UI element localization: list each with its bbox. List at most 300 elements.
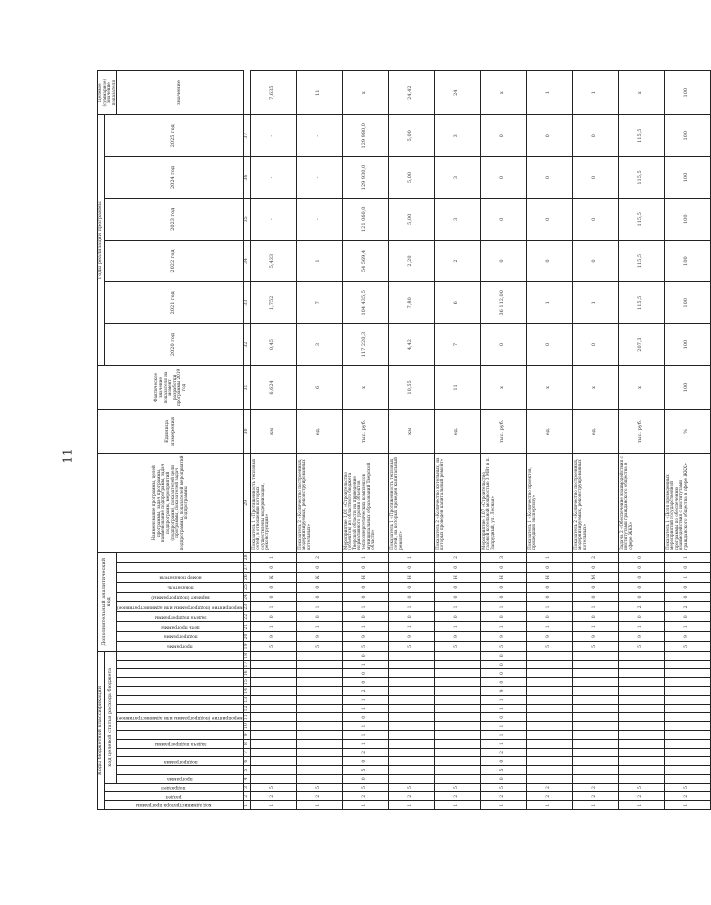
- code-digit: 1: [342, 704, 388, 713]
- header-vertical: задача подпрограммы: [117, 739, 244, 748]
- row-unit: ед.: [526, 409, 572, 453]
- code-digit: [388, 660, 434, 669]
- table-row: [618, 71, 664, 810]
- code-digit: [664, 774, 710, 783]
- row-year-value: 115,5: [618, 157, 664, 199]
- code-digit: 0: [618, 552, 664, 562]
- header-year: 2023 год: [104, 198, 243, 240]
- row-year-value: 0: [572, 157, 618, 199]
- column-index: 20: [244, 632, 251, 642]
- code-digit: [250, 687, 296, 696]
- row-year-value: 0: [572, 324, 618, 366]
- code-digit: 5: [296, 783, 342, 792]
- code-digit: [572, 748, 618, 757]
- column-index: 31: [244, 365, 251, 409]
- column-index: 19: [244, 641, 251, 651]
- code-digit: [572, 722, 618, 731]
- header-vertical: раздел: [104, 792, 243, 801]
- code-digit: 0: [618, 582, 664, 592]
- code-digit: 0: [572, 562, 618, 572]
- row-year-value: 0: [480, 198, 526, 240]
- row-target: 1: [572, 71, 618, 115]
- code-digit: 3: [480, 552, 526, 562]
- code-digit: 0: [342, 774, 388, 783]
- code-digit: [296, 669, 342, 678]
- row-year-value: -: [250, 115, 296, 157]
- code-digit: 0: [342, 713, 388, 722]
- code-digit: 1: [250, 801, 296, 810]
- code-digit: 0: [388, 582, 434, 592]
- code-digit: 0: [434, 592, 480, 602]
- code-digit: 0: [618, 562, 664, 572]
- code-digit: [618, 687, 664, 696]
- column-index: 22: [244, 612, 251, 622]
- code-digit: [434, 766, 480, 775]
- code-digit: [526, 739, 572, 748]
- code-digit: [526, 687, 572, 696]
- code-digit: 0: [480, 660, 526, 669]
- table-row: [526, 71, 572, 810]
- code-digit: 2: [342, 687, 388, 696]
- code-digit: 1: [342, 739, 388, 748]
- row-year-value: 6: [434, 282, 480, 324]
- header-vertical: [117, 704, 244, 713]
- code-digit: [572, 695, 618, 704]
- code-digit: [434, 678, 480, 687]
- code-digit: 2: [296, 792, 342, 801]
- code-digit: 5: [388, 783, 434, 792]
- row-fact: 10,55: [388, 365, 434, 409]
- header-vertical: задача подпрограммы: [117, 612, 244, 622]
- table-row: [434, 71, 480, 810]
- row-unit: ед.: [434, 409, 480, 453]
- code-digit: 1: [296, 622, 342, 632]
- code-digit: 1: [388, 801, 434, 810]
- code-digit: 1: [388, 622, 434, 632]
- code-digit: [388, 687, 434, 696]
- header-vertical: программа: [117, 774, 244, 783]
- code-digit: 9: [250, 632, 296, 642]
- code-digit: [250, 766, 296, 775]
- code-digit: [618, 713, 664, 722]
- code-digit: 5: [572, 641, 618, 651]
- header-vertical: [117, 748, 244, 757]
- code-digit: [434, 651, 480, 660]
- code-digit: [664, 660, 710, 669]
- row-year-value: 100: [664, 240, 710, 282]
- code-digit: [250, 722, 296, 731]
- row-unit: %: [664, 409, 710, 453]
- code-digit: 0: [526, 612, 572, 622]
- code-digit: 1: [434, 622, 480, 632]
- code-digit: 9: [296, 632, 342, 642]
- code-digit: 5: [480, 641, 526, 651]
- code-digit: [388, 651, 434, 660]
- code-digit: [664, 678, 710, 687]
- header-vertical: [117, 766, 244, 775]
- code-digit: [618, 651, 664, 660]
- code-digit: 2: [526, 792, 572, 801]
- code-digit: [664, 669, 710, 678]
- table-row: [342, 71, 388, 810]
- code-digit: 1: [434, 602, 480, 612]
- code-digit: [434, 704, 480, 713]
- header-vertical: [117, 730, 244, 739]
- row-fact: х: [572, 365, 618, 409]
- code-digit: [618, 722, 664, 731]
- code-digit: 5: [480, 766, 526, 775]
- column-index: 28: [244, 552, 251, 562]
- column-index: 12: [244, 705, 250, 712]
- code-digit: Н: [480, 572, 526, 582]
- header-vertical: подраздел: [104, 783, 243, 792]
- code-digit: [526, 757, 572, 766]
- code-digit: [664, 651, 710, 660]
- code-digit: 9: [342, 632, 388, 642]
- header-year: 2021 год: [104, 282, 243, 324]
- row-year-value: 0: [480, 324, 526, 366]
- row-year-value: 100: [664, 282, 710, 324]
- code-digit: 5: [526, 641, 572, 651]
- code-digit: [388, 766, 434, 775]
- row-target: 1: [526, 71, 572, 115]
- row-target: 11: [296, 71, 342, 115]
- row-name: Показатель 2 «Количество построенных, модернизируемых, реконструированных котельных»: [296, 453, 342, 552]
- column-index: 3: [244, 783, 251, 792]
- code-digit: 1: [296, 602, 342, 612]
- table-row: [664, 71, 710, 810]
- header-vertical: подпрограмма: [117, 632, 244, 642]
- code-digit: 1: [342, 660, 388, 669]
- row-year-value: 115,5: [618, 240, 664, 282]
- code-digit: 0: [434, 612, 480, 622]
- code-digit: [296, 757, 342, 766]
- header-vertical: [117, 562, 244, 572]
- row-year-value: 0: [526, 324, 572, 366]
- column-index: 15: [244, 679, 250, 686]
- row-year-value: 0: [572, 240, 618, 282]
- code-digit: [618, 678, 664, 687]
- code-digit: [388, 722, 434, 731]
- row-year-value: 104 435,5: [342, 282, 388, 324]
- row-unit: тыс. руб.: [480, 409, 526, 453]
- row-year-value: 1: [526, 282, 572, 324]
- row-unit: ед.: [296, 409, 342, 453]
- column-index: 33: [244, 282, 251, 324]
- code-digit: [250, 713, 296, 722]
- row-year-value: 100: [664, 157, 710, 199]
- table-row: [572, 71, 618, 810]
- code-digit: [296, 660, 342, 669]
- code-digit: 9: [480, 632, 526, 642]
- row-target: х: [342, 71, 388, 115]
- code-digit: 2: [664, 792, 710, 801]
- code-digit: [250, 730, 296, 739]
- row-year-value: -: [296, 157, 342, 199]
- code-digit: 1: [342, 695, 388, 704]
- code-digit: 1: [526, 552, 572, 562]
- code-digit: 0: [342, 678, 388, 687]
- column-index: 17: [244, 661, 250, 668]
- row-name: Показатель 1 «Доля проведенных мероприятий государственной программы по обеспечению взаимодействия с институтами гражданского общества в сфере ЖКХ»: [664, 453, 710, 552]
- column-index: 5: [244, 766, 251, 775]
- code-digit: [572, 678, 618, 687]
- code-digit: [296, 722, 342, 731]
- code-digit: 0: [480, 678, 526, 687]
- code-digit: 1: [296, 801, 342, 810]
- code-digit: [572, 687, 618, 696]
- row-year-value: 115,5: [618, 282, 664, 324]
- column-index: 24: [244, 592, 251, 602]
- header-vertical: номер показателя: [117, 572, 244, 582]
- code-digit: [526, 730, 572, 739]
- column-index: 11: [244, 714, 250, 721]
- header-vertical: показатель: [117, 582, 244, 592]
- row-name: Мероприятие 1.07 «Строительство газовой котельной мощностью 3 МВт в п. Запрудный, ул. Лесная»: [480, 453, 526, 552]
- row-name: Показатель 2 «Количество котельных, на которых проведен капитальный ремонт»: [434, 453, 480, 552]
- code-digit: [526, 704, 572, 713]
- code-digit: [250, 704, 296, 713]
- row-year-value: 0,45: [250, 324, 296, 366]
- row-year-value: 3: [434, 157, 480, 199]
- code-digit: [664, 722, 710, 731]
- code-digit: 1: [572, 602, 618, 612]
- code-digit: [434, 687, 480, 696]
- code-digit: 0: [526, 562, 572, 572]
- program-indicators-table: [97, 70, 711, 810]
- code-digit: 5: [480, 783, 526, 792]
- code-digit: 0: [664, 612, 710, 622]
- code-digit: [388, 695, 434, 704]
- header-vertical: вариант (подпрограммы): [117, 592, 244, 602]
- code-digit: 0: [618, 592, 664, 602]
- code-digit: 5: [250, 783, 296, 792]
- row-fact: 11: [434, 365, 480, 409]
- row-target: 24,42: [388, 71, 434, 115]
- code-digit: 0: [342, 612, 388, 622]
- code-digit: Н: [526, 572, 572, 582]
- code-digit: К: [296, 572, 342, 582]
- code-digit: [526, 669, 572, 678]
- row-year-value: 3: [434, 198, 480, 240]
- column-index: 37: [244, 115, 251, 157]
- column-index: 34: [244, 240, 251, 282]
- code-digit: [296, 713, 342, 722]
- code-digit: [250, 739, 296, 748]
- code-digit: 1: [388, 602, 434, 612]
- code-digit: [526, 748, 572, 757]
- column-index: 35: [244, 198, 251, 240]
- code-digit: 0: [572, 612, 618, 622]
- row-year-value: 100: [664, 198, 710, 240]
- row-year-value: 7: [296, 282, 342, 324]
- code-digit: 1: [664, 622, 710, 632]
- code-digit: [434, 669, 480, 678]
- code-digit: 2: [342, 792, 388, 801]
- row-fact: х: [342, 365, 388, 409]
- code-digit: 1: [480, 739, 526, 748]
- code-digit: 9: [388, 632, 434, 642]
- row-year-value: 0: [526, 198, 572, 240]
- header-vertical: цель программы: [117, 622, 244, 632]
- row-target: 100: [664, 71, 710, 115]
- code-digit: Н: [342, 572, 388, 582]
- code-digit: 9: [434, 632, 480, 642]
- column-index: 36: [244, 157, 251, 199]
- row-unit: тыс. руб.: [618, 409, 664, 453]
- code-digit: 0: [480, 582, 526, 592]
- code-digit: [618, 660, 664, 669]
- code-digit: [434, 739, 480, 748]
- code-digit: [250, 695, 296, 704]
- code-digit: [664, 739, 710, 748]
- code-digit: 5: [342, 641, 388, 651]
- code-digit: [572, 713, 618, 722]
- code-digit: 0: [480, 612, 526, 622]
- column-index: 14: [244, 687, 250, 694]
- table-row: [250, 71, 296, 810]
- header-name: Наименование программы, целей программы, задач программы, наименование подпрограмм, задач подпрограмм, мероприятий (подпрограмм), показателей цели программы, показателей задач подпрограммы, показателей мероприятий подпрограммы: [98, 453, 244, 552]
- row-year-value: -: [296, 198, 342, 240]
- code-digit: 0: [250, 592, 296, 602]
- row-year-value: -: [296, 115, 342, 157]
- code-digit: [664, 695, 710, 704]
- column-index: 21: [244, 622, 251, 632]
- code-digit: 9: [572, 632, 618, 642]
- code-digit: [388, 774, 434, 783]
- code-digit: [388, 713, 434, 722]
- code-digit: [572, 766, 618, 775]
- code-digit: 5: [618, 641, 664, 651]
- code-digit: 2: [342, 748, 388, 757]
- code-digit: 0: [618, 612, 664, 622]
- code-digit: [296, 766, 342, 775]
- row-year-value: 54 569,4: [342, 240, 388, 282]
- header-row: [98, 71, 105, 810]
- code-digit: 0: [434, 562, 480, 572]
- code-digit: 1: [480, 801, 526, 810]
- code-digit: [296, 739, 342, 748]
- table-row: [388, 71, 434, 810]
- code-digit: [618, 766, 664, 775]
- code-digit: 9: [664, 632, 710, 642]
- code-digit: 0: [480, 713, 526, 722]
- row-year-value: 129 930,0: [342, 157, 388, 199]
- row-year-value: 0: [572, 115, 618, 157]
- code-digit: 0: [296, 582, 342, 592]
- code-digit: [296, 687, 342, 696]
- code-digit: [434, 774, 480, 783]
- code-digit: 0: [250, 612, 296, 622]
- code-digit: 0: [342, 669, 388, 678]
- code-digit: 0: [296, 562, 342, 572]
- code-digit: [434, 722, 480, 731]
- code-digit: 0: [250, 562, 296, 572]
- code-digit: 1: [480, 602, 526, 612]
- code-digit: [664, 757, 710, 766]
- header-vertical: [117, 687, 244, 696]
- code-digit: [434, 748, 480, 757]
- code-digit: 0: [572, 592, 618, 602]
- column-index: 16: [244, 670, 250, 677]
- column-index: 25: [244, 582, 251, 592]
- row-year-value: 121 060,0: [342, 198, 388, 240]
- code-digit: [296, 678, 342, 687]
- code-digit: 2: [572, 792, 618, 801]
- code-digit: [572, 660, 618, 669]
- code-digit: [434, 757, 480, 766]
- row-year-value: 5,433: [250, 240, 296, 282]
- column-index: 8: [244, 739, 251, 748]
- column-index: 30: [244, 409, 251, 453]
- code-digit: 0: [388, 612, 434, 622]
- code-digit: 0: [342, 562, 388, 572]
- code-digit: 1: [250, 552, 296, 562]
- code-digit: 1: [572, 622, 618, 632]
- code-digit: 1: [342, 730, 388, 739]
- header-target: Целевое (суммарное) значение показателя: [98, 71, 117, 115]
- code-digit: 2: [618, 792, 664, 801]
- code-digit: [434, 695, 480, 704]
- header-unit: Единица измерения: [98, 409, 244, 453]
- row-year-value: 0: [526, 115, 572, 157]
- code-digit: [526, 774, 572, 783]
- code-digit: 0: [342, 651, 388, 660]
- code-digit: 2: [434, 792, 480, 801]
- header-vertical: код администратора программы: [104, 801, 243, 810]
- code-digit: 1: [664, 801, 710, 810]
- code-digit: 5: [664, 641, 710, 651]
- column-index: 23: [244, 602, 251, 612]
- row-year-value: 5,00: [388, 157, 434, 199]
- header-vertical: подпрограмма: [117, 757, 244, 766]
- row-year-value: 115,5: [618, 198, 664, 240]
- code-digit: 1: [250, 602, 296, 612]
- code-digit: [296, 748, 342, 757]
- code-digit: [250, 669, 296, 678]
- code-digit: [572, 651, 618, 660]
- header-year: 2025 год: [104, 115, 243, 157]
- code-digit: [664, 687, 710, 696]
- code-digit: 2: [526, 783, 572, 792]
- row-year-value: 100: [664, 115, 710, 157]
- column-index: 18: [244, 652, 250, 659]
- row-fact: 100: [664, 365, 710, 409]
- row-year-value: -: [250, 157, 296, 199]
- row-year-value: -: [250, 198, 296, 240]
- code-digit: [526, 722, 572, 731]
- row-name: Показатель 1 «Протяженность тепловых сетей, в отношении которых осуществлены модернизация, реконструкция»: [250, 453, 296, 552]
- code-digit: 2: [480, 792, 526, 801]
- code-digit: [250, 748, 296, 757]
- code-digit: 5: [618, 783, 664, 792]
- code-digit: 1: [480, 730, 526, 739]
- code-digit: 2: [296, 552, 342, 562]
- row-name: Показатель 1 «Протяженность тепловых сетей, на которых проведен капитальный ремонт»: [388, 453, 434, 552]
- row-year-value: 100: [664, 324, 710, 366]
- row-year-value: 0: [480, 115, 526, 157]
- header-vertical: [117, 552, 244, 562]
- code-digit: 0: [664, 582, 710, 592]
- code-digit: 2: [388, 792, 434, 801]
- code-digit: 1: [526, 801, 572, 810]
- code-digit: [250, 678, 296, 687]
- code-digit: [526, 651, 572, 660]
- code-digit: 0: [526, 582, 572, 592]
- code-digit: [296, 651, 342, 660]
- code-digit: К: [250, 572, 296, 582]
- header-fact-2019: Фактическое значение показателя на момент разработки программы 2019 год: [98, 365, 244, 409]
